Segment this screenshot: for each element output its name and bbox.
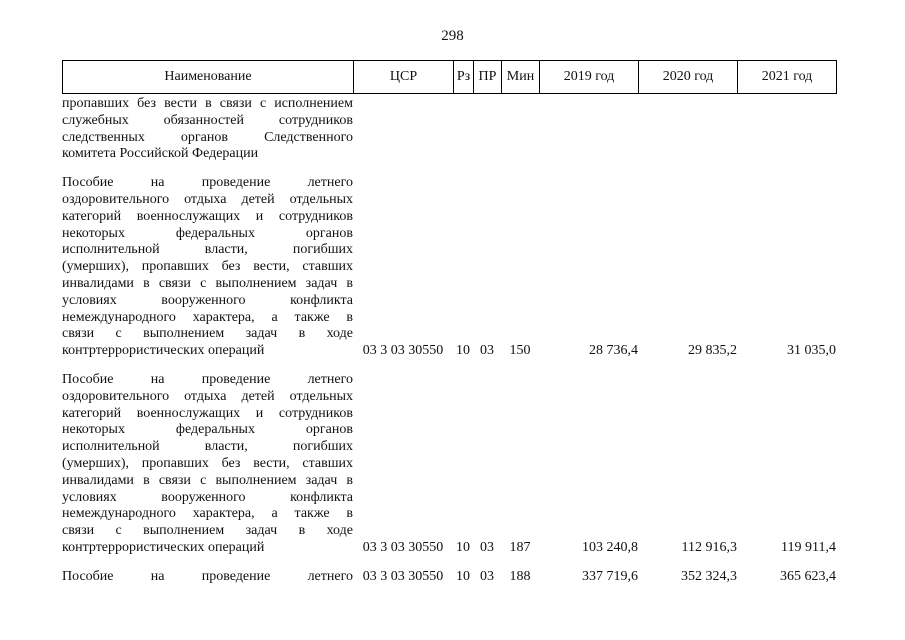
row-rz: 10 bbox=[456, 343, 470, 359]
row-name-line: исполнительной власти, погибших bbox=[62, 242, 353, 258]
row-name-line: условиях вооруженного конфликта bbox=[62, 489, 353, 505]
row-name-line: Пособие на проведение летнего bbox=[62, 175, 353, 191]
row-pr: 03 bbox=[480, 343, 494, 359]
row-csr: 03 3 03 30550 bbox=[362, 343, 444, 359]
row-name bbox=[62, 372, 353, 557]
table-row bbox=[62, 96, 840, 163]
row-name-line: контртеррористических операций bbox=[62, 343, 265, 359]
row-name-line: комитета Российской Федерации bbox=[62, 146, 259, 162]
header-pr: ПР bbox=[474, 61, 502, 94]
row-min: 188 bbox=[509, 568, 531, 584]
header-min: Мин bbox=[502, 61, 540, 94]
row-name-line: условиях вооруженного конфликта bbox=[62, 292, 353, 308]
header-csr: ЦСР bbox=[354, 61, 454, 94]
row-name-line: Пособие на проведение летнего bbox=[62, 371, 353, 387]
header-2021: 2021 год bbox=[738, 61, 837, 94]
row-name-line: оздоровительного отдыха детей отдельных bbox=[62, 191, 353, 207]
table-body bbox=[62, 96, 840, 586]
row-name-line: исполнительной власти, погибших bbox=[62, 439, 353, 455]
row-pr: 03 bbox=[480, 568, 494, 584]
row-rz: 10 bbox=[456, 568, 470, 584]
row-name-line: контртеррористических операций bbox=[62, 539, 265, 555]
row-name-line: оздоровительного отдыха детей отдельных bbox=[62, 388, 353, 404]
row-name-line: связи с выполнением задач в ходе bbox=[62, 326, 353, 342]
row-name-line: инвалидами в связи с выполнением задач в bbox=[62, 275, 353, 291]
header-2019: 2019 год bbox=[540, 61, 639, 94]
row-name-line: инвалидами в связи с выполнением задач в bbox=[62, 472, 353, 488]
row-2021: 31 035,0 bbox=[787, 343, 836, 359]
row-name-line: служебных обязанностей сотрудников bbox=[62, 112, 353, 128]
row-name bbox=[62, 96, 353, 163]
row-name-line: (умерших), пропавших без вести, ставших bbox=[62, 455, 353, 471]
row-2019: 337 719,6 bbox=[582, 568, 638, 584]
header-name: Наименование bbox=[63, 61, 354, 94]
row-2019: 103 240,8 bbox=[582, 539, 638, 555]
row-rz: 10 bbox=[456, 539, 470, 555]
table-header bbox=[62, 60, 837, 94]
row-min: 150 bbox=[509, 343, 531, 359]
page-number: 298 bbox=[441, 28, 464, 44]
row-name-line: немеждународного характера, а также в bbox=[62, 309, 353, 325]
row-pr: 03 bbox=[480, 539, 494, 555]
table-row bbox=[62, 569, 840, 586]
row-name-line: немеждународного характера, а также в bbox=[62, 506, 353, 522]
row-name-line: Пособие на проведение летнего bbox=[62, 568, 353, 584]
row-name-line: категорий военнослужащих и сотрудников bbox=[62, 405, 353, 421]
row-name-line: категорий военнослужащих и сотрудников bbox=[62, 208, 353, 224]
row-2020: 29 835,2 bbox=[688, 343, 737, 359]
table-row bbox=[62, 372, 840, 557]
row-csr: 03 3 03 30550 bbox=[362, 568, 444, 584]
row-2020: 352 324,3 bbox=[681, 568, 737, 584]
row-name-line: (умерших), пропавших без вести, ставших bbox=[62, 259, 353, 275]
row-name-line: пропавших без вести в связи с исполнением bbox=[62, 96, 353, 111]
row-csr: 03 3 03 30550 bbox=[362, 539, 444, 555]
header-2020: 2020 год bbox=[639, 61, 738, 94]
row-name-line: некоторых федеральных органов bbox=[62, 422, 353, 438]
row-name-line: некоторых федеральных органов bbox=[62, 225, 353, 241]
row-2021: 365 623,4 bbox=[780, 568, 836, 584]
row-name bbox=[62, 569, 353, 586]
row-name-line: следственных органов Следственного bbox=[62, 129, 353, 145]
row-2020: 112 916,3 bbox=[681, 539, 737, 555]
row-name bbox=[62, 175, 353, 360]
row-name-line: связи с выполнением задач в ходе bbox=[62, 523, 353, 539]
row-min: 187 bbox=[509, 539, 531, 555]
header-rz: Рз bbox=[454, 61, 474, 94]
row-2021: 119 911,4 bbox=[781, 539, 836, 555]
row-2019: 28 736,4 bbox=[589, 343, 638, 359]
table-row bbox=[62, 175, 840, 360]
